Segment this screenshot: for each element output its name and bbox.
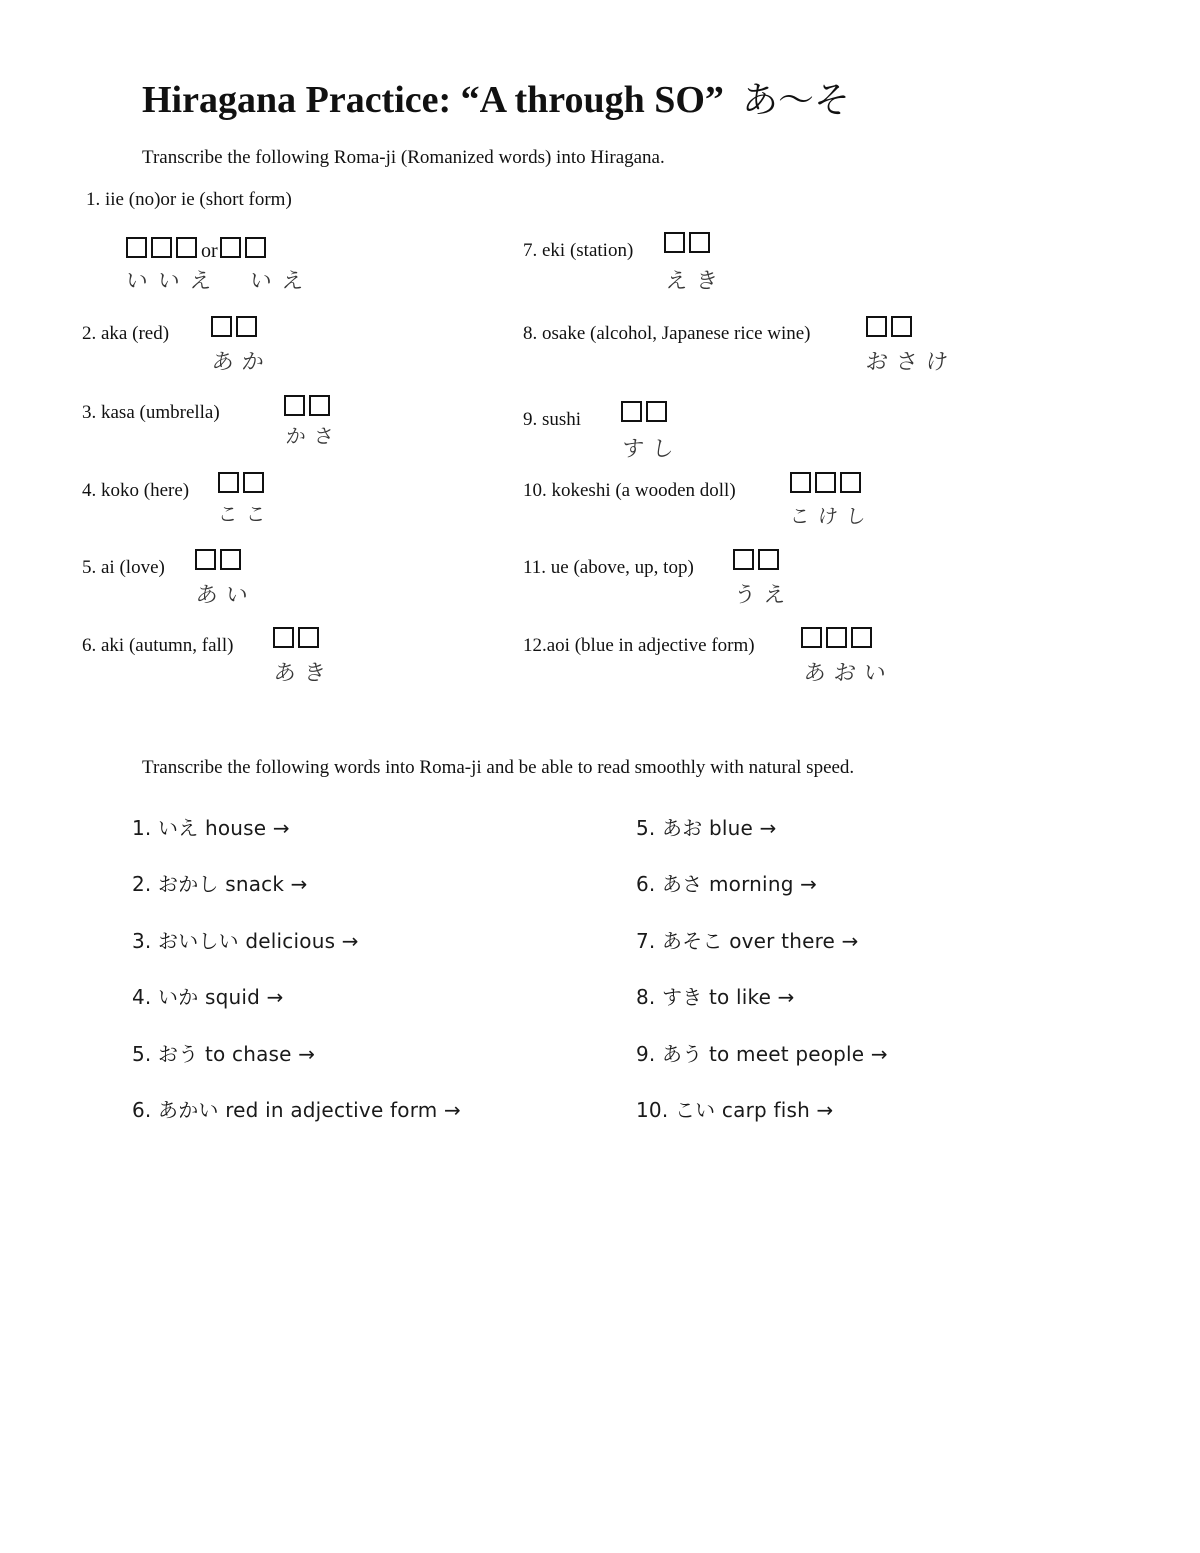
reading-item: 2. おかし snack → [132,872,308,896]
question-6: 6. aki (autumn, fall) [82,635,234,656]
reading-item: 5. おう to chase → [132,1042,316,1066]
handwritten-answer-11: うえ [732,583,796,608]
answer-box[interactable] [243,472,264,493]
answer-boxes-6 [273,627,323,648]
answer-box[interactable] [866,316,887,337]
or-label: or [201,240,218,262]
answer-box[interactable] [621,401,642,422]
handwritten-answer-4: ここ [216,502,276,526]
handwritten-answer-7: えき [664,269,728,294]
answer-boxes-12 [801,627,876,648]
question-11: 11. ue (above, up, top) [523,557,694,578]
answer-box[interactable] [309,395,330,416]
handwritten-answer-5: あい [194,583,258,608]
question-8: 8. osake (alcohol, Japanese rice wine) [523,323,811,344]
answer-box[interactable] [211,316,232,337]
question-9: 9. sushi [523,409,582,430]
question-12: 12.aoi (blue in adjective form) [523,635,755,656]
answer-box[interactable] [245,237,266,258]
answer-boxes-8 [866,316,916,337]
question-10: 10. kokeshi (a wooden doll) [523,480,736,501]
answer-box[interactable] [220,237,241,258]
answer-box[interactable] [218,472,239,493]
handwritten-answer-1b: いえ [248,269,316,294]
answer-box[interactable] [801,627,822,648]
answer-box[interactable] [195,549,216,570]
question-3: 3. kasa (umbrella) [82,402,220,423]
title-main: Hiragana Practice: “A through SO” [142,79,724,121]
reading-item: 4. いか squid → [132,985,284,1009]
handwritten-answer-9: すし [620,437,684,462]
answer-boxes-2 [211,316,261,337]
answer-box[interactable] [126,237,147,258]
answer-box[interactable] [236,316,257,337]
answer-box[interactable] [851,627,872,648]
answer-boxes-7 [664,232,714,253]
part2-instruction: Transcribe the following words into Roma-ji and be able to read smoothly with natural speed. [142,757,855,778]
answer-box[interactable] [840,472,861,493]
question-2: 2. aka (red) [82,323,170,344]
answer-box[interactable] [790,472,811,493]
question-5: 5. ai (love) [82,557,165,578]
reading-item: 8. すき to like → [636,985,795,1009]
handwritten-answer-2: あか [210,350,274,375]
answer-box[interactable] [826,627,847,648]
answer-box[interactable] [891,316,912,337]
part1-instruction: Transcribe the following Roma-ji (Romanized words) into Hiragana. [142,147,665,168]
handwritten-answer-12: あおい [802,661,896,686]
answer-boxes-5 [195,549,245,570]
question-1: 1. iie (no)or ie (short form) [86,189,292,210]
answer-boxes-3 [284,395,334,416]
answer-box[interactable] [733,549,754,570]
reading-item: 10. こい carp fish → [636,1098,834,1122]
reading-item: 6. あさ morning → [636,872,818,896]
page-title [142,72,850,123]
handwritten-answer-10: こけし [788,504,876,528]
answer-boxes-4 [218,472,268,493]
reading-item: 7. あそこ over there → [636,929,859,953]
answer-boxes-11 [733,549,783,570]
answer-box[interactable] [220,549,241,570]
handwritten-answer-1a: いいえ [124,269,224,294]
answer-box[interactable] [646,401,667,422]
reading-item: 9. あう to meet people → [636,1042,888,1066]
answer-boxes-9 [621,401,671,422]
answer-box[interactable] [758,549,779,570]
title-kana: あ～そ [741,80,850,121]
answer-boxes-1 [126,236,270,262]
answer-box[interactable] [273,627,294,648]
answer-box[interactable] [176,237,197,258]
answer-box[interactable] [664,232,685,253]
reading-item: 6. あかい red in adjective form → [132,1098,461,1122]
reading-item: 1. いえ house → [132,816,290,840]
reading-item: 5. あお blue → [636,816,777,840]
answer-box[interactable] [815,472,836,493]
handwritten-answer-6: あき [272,661,336,686]
question-7: 7. eki (station) [523,240,634,261]
answer-box[interactable] [298,627,319,648]
reading-item: 3. おいしい delicious → [132,929,359,953]
question-4: 4. koko (here) [82,480,190,501]
handwritten-answer-3: かさ [284,424,344,448]
handwritten-answer-8: おさけ [864,350,958,375]
answer-boxes-10 [790,472,865,493]
answer-box[interactable] [284,395,305,416]
answer-box[interactable] [689,232,710,253]
answer-box[interactable] [151,237,172,258]
